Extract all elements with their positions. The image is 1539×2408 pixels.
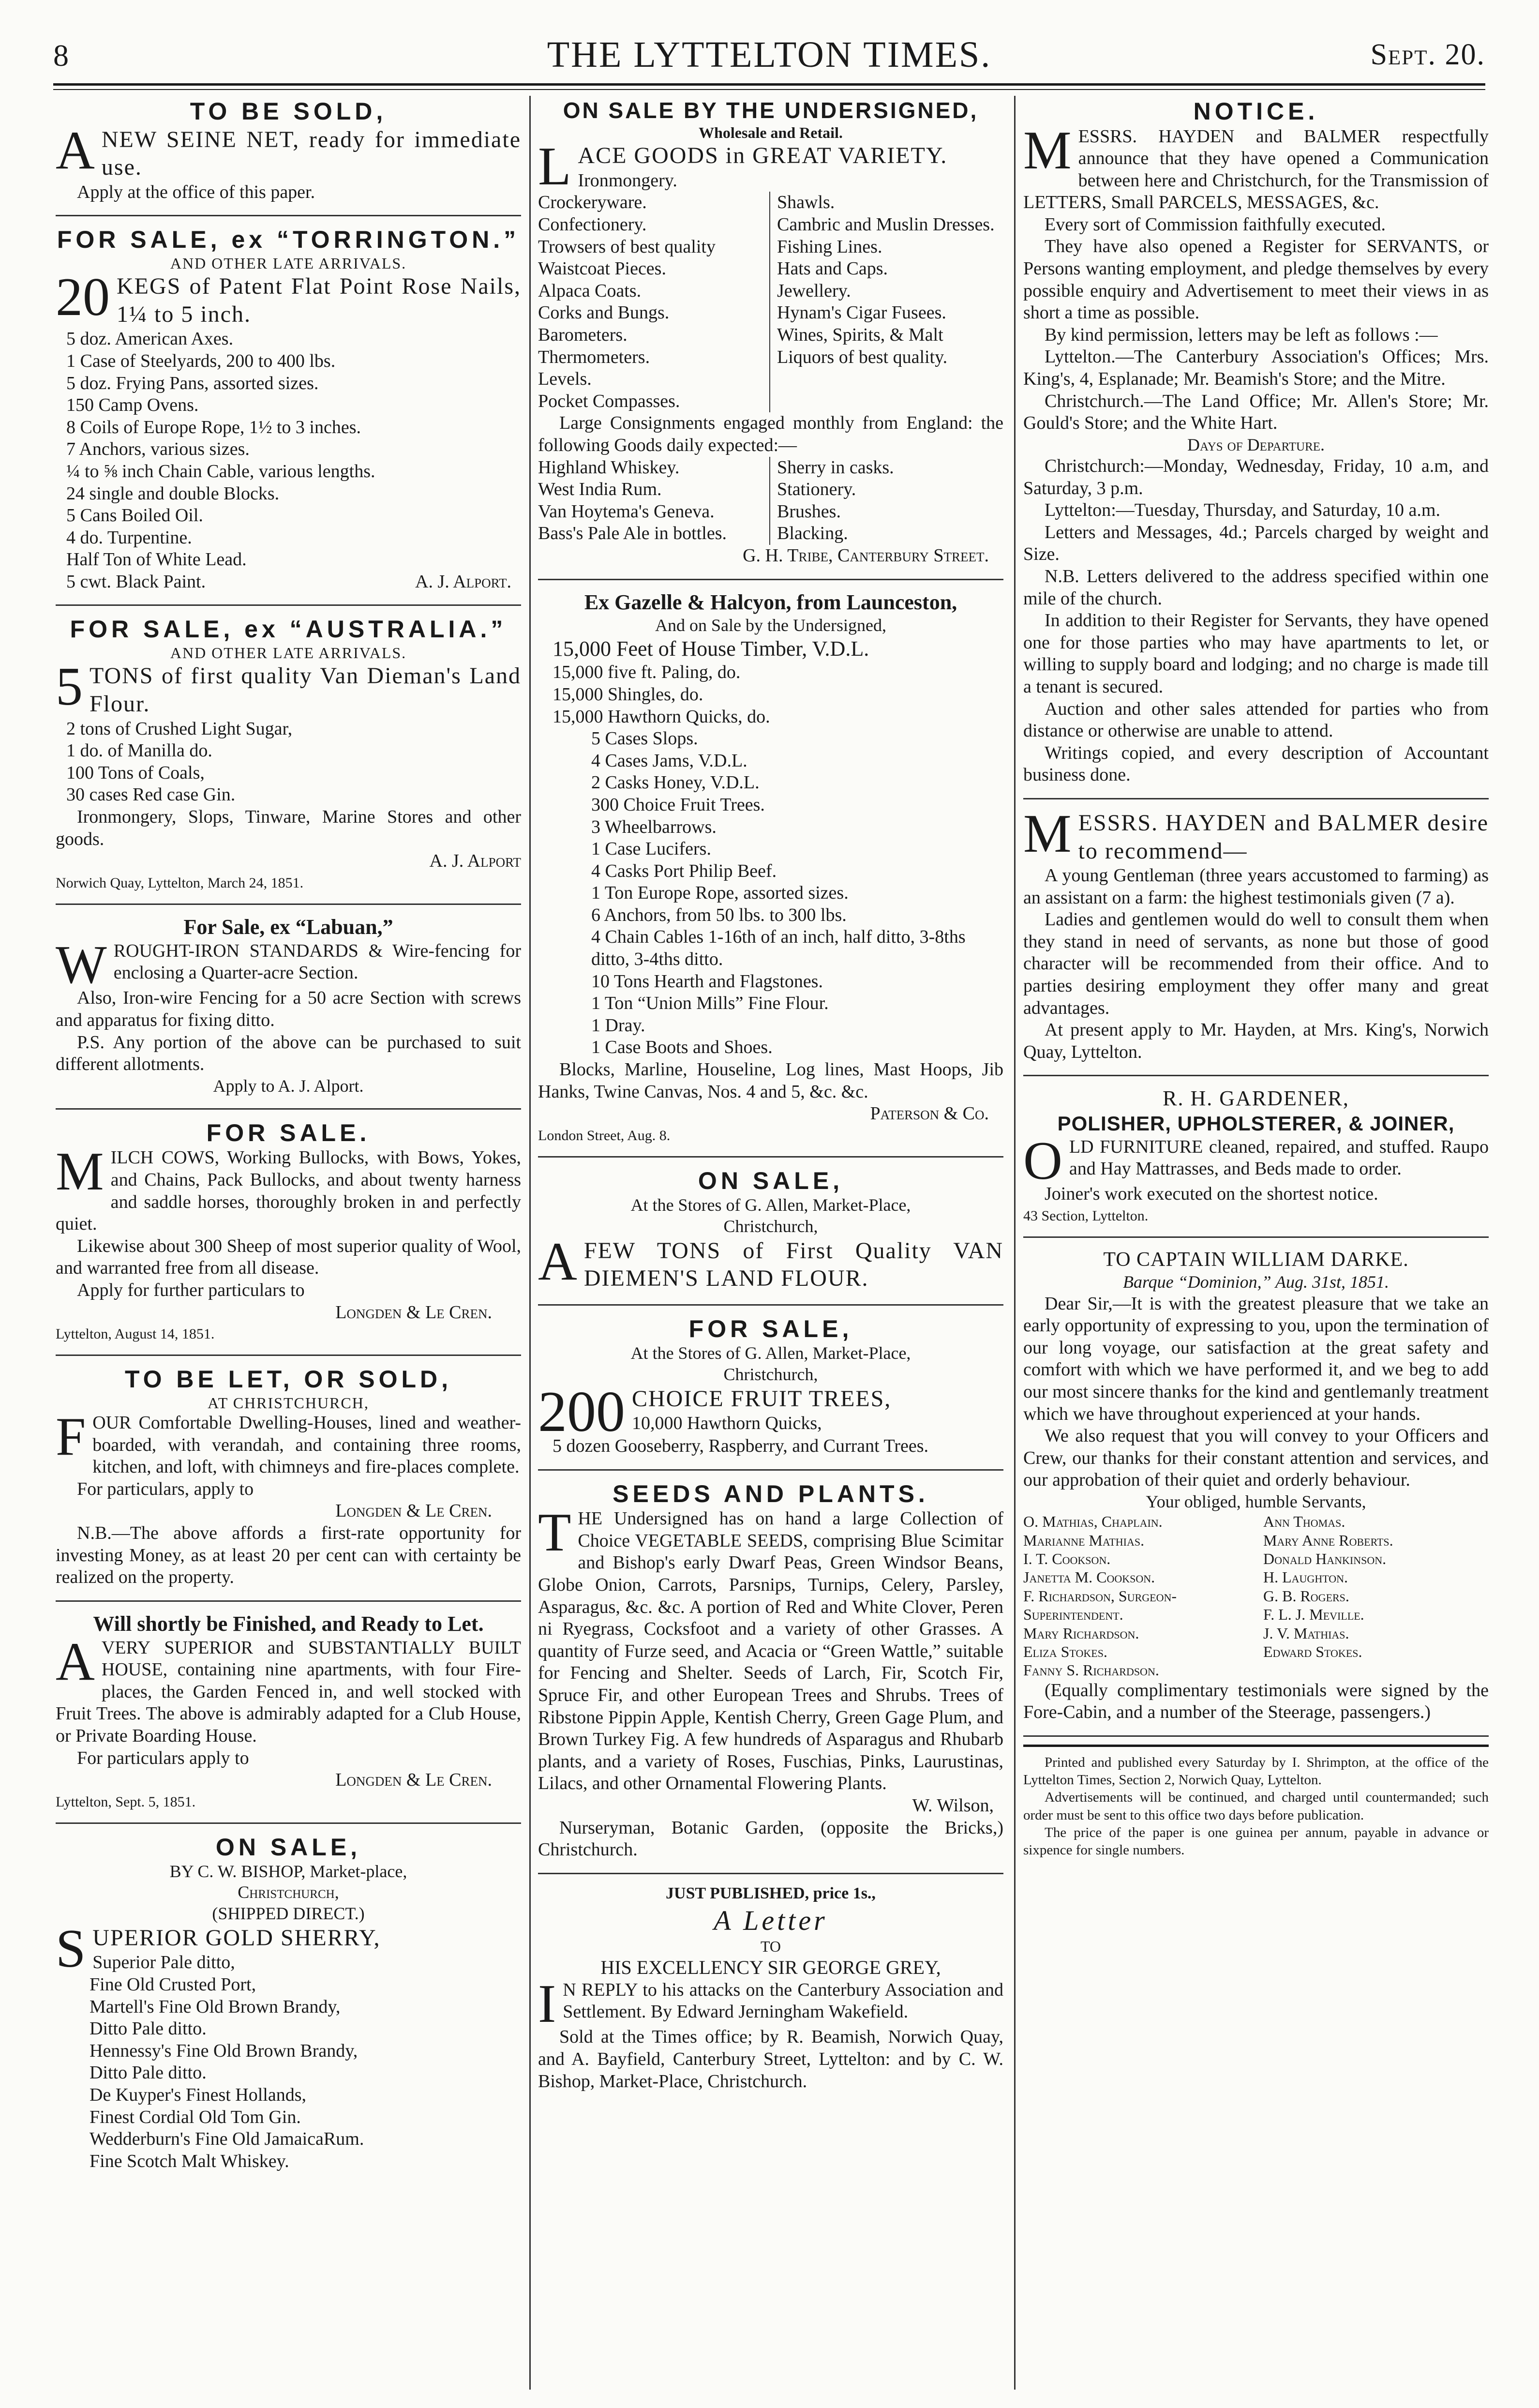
drop-cap: M (56, 1142, 104, 1202)
list-item: 5 Cases Slops. (591, 728, 698, 749)
ad-hayden-balmer-notice (1023, 96, 1489, 799)
ad-heading: ON SALE BY THE UNDERSIGNED, (563, 98, 979, 123)
list-item: Wedderburn's Fine Old JamaicaRum. (90, 2129, 364, 2150)
list-item: Corks and Bungs. (538, 302, 670, 323)
list-item: Superior Pale ditto, (92, 1952, 235, 1973)
imprint-line: Printed and published every Saturday by I. Shrimpton, at the office of the Lyttelton Times, Section 2, Norwich Quay, Lyttelton. (1023, 1754, 1489, 1788)
column-2 (538, 96, 1003, 2390)
ad-body: ROUGHT-IRON STANDARDS & Wire-fencing for enclosing a Quarter-acre Section. (113, 940, 521, 983)
ad-heading: TO CAPTAIN WILLIAM DARKE. (1103, 1249, 1409, 1271)
column-divider (1014, 96, 1016, 2390)
ad-body: FEW TONS of First Quality VAN DIEMEN'S LAND FLOUR. (583, 1237, 1003, 1292)
list-item: 2 Casks Honey, V.D.L. (591, 772, 760, 793)
list-item: Wines, Spirits, & Malt Liquors of best quality. (777, 325, 948, 367)
imprint-line: The price of the paper is one guinea per annum, payable in advance or sixpence for single numbers. (1023, 1824, 1489, 1858)
ad-paragraph: Nurseryman, Botanic Garden, (opposite the Bricks,) Christchurch. (538, 1817, 1003, 1860)
ad-paragraph: Sold at the Times office; by R. Beamish, Norwich Quay, and A. Bayfield, Canterbury Street, Lyttelton: and by C. W. Bishop, Market-Place, Christchurch. (538, 2027, 1003, 2092)
ad-heading: TO BE SOLD, (190, 98, 387, 125)
ad-allen-flour (538, 1165, 1003, 1306)
ad-dateline: Lyttelton, Sept. 5, 1851. (56, 1793, 196, 1810)
list-item: Hynam's Cigar Fusees. (777, 302, 946, 323)
ad-signature: A. J. Alport (429, 851, 521, 872)
ad-line: Ironmongery. (578, 170, 677, 191)
signatory: Marianne Mathias. (1023, 1531, 1145, 1549)
ad-subheading: And on Sale by the Undersigned, (655, 616, 886, 635)
ad-line: Apply at the office of this paper. (77, 181, 315, 202)
ad-signature: W. Wilson, (912, 1795, 994, 1816)
list-item: 1 Case of Steelyards, 200 to 400 lbs. (66, 350, 336, 371)
ad-signature: Longden & Le Cren. (335, 1302, 492, 1323)
signatory: H. Laughton. (1263, 1568, 1348, 1586)
ad-body: CHOICE FRUIT TREES, (632, 1385, 892, 1412)
ad-subheading: Days of Departure. (1187, 435, 1325, 454)
ad-line: TO (760, 1938, 781, 1956)
ad-dateline: 43 Section, Lyttelton. (1023, 1208, 1149, 1224)
list-item: 1 Dray. (591, 1015, 645, 1036)
column-divider (529, 96, 531, 2390)
drop-cap: F (56, 1407, 86, 1467)
ad-paragraph: We also request that you will convey to your Officers and Crew, our thanks for their constant attention and services, and our approbation of their quiet and orderly behaviour. (1023, 1426, 1489, 1490)
list-item: Fishing Lines. (777, 236, 882, 257)
ad-paragraph: Your obliged, humble Servants, (1146, 1491, 1366, 1511)
ad-paragraph: N.B.—The above affords a first-rate opportunity for investing Money, as at least 20 per cent can with certainty be realized on the property. (56, 1523, 521, 1588)
list-item: De Kuyper's Finest Hollands, (90, 2084, 307, 2105)
ad-signature: A. J. Alport. (415, 571, 511, 592)
ad-heading: Ex Gazelle & Halcyon, from Launceston, (584, 590, 957, 614)
signatory: J. V. Mathias. (1263, 1624, 1349, 1642)
ad-paragraph: Large Consignments engaged monthly from England: the following Goods daily expected:— (538, 413, 1003, 455)
list-item: 6 Anchors, from 50 lbs. to 300 lbs. (591, 904, 847, 925)
ad-heading: For Sale, ex “Labuan,” (183, 915, 393, 939)
list-item: Shawls. (777, 192, 835, 213)
ad-paragraph: Every sort of Commission faithfully executed. (1045, 214, 1386, 235)
list-item: 4 Cases Jams, V.D.L. (591, 750, 747, 771)
ad-gardener-upholsterer (1023, 1084, 1489, 1238)
issue-date: Sept. 20. (1370, 38, 1485, 71)
list-item: 15,000 Feet of House Timber, V.D.L. (553, 636, 869, 661)
drop-cap: A (56, 1631, 95, 1692)
list-item: Fine Scotch Malt Whiskey. (90, 2151, 289, 2171)
list-item: Hennessy's Fine Old Brown Brandy, (90, 2040, 358, 2061)
ad-paragraph: A young Gentleman (three years accustomed to farming) as an assistant on a farm: the highest testimonials given (7 a). (1023, 865, 1489, 908)
drop-cap: T (538, 1503, 571, 1563)
ad-paragraph: Ladies and gentlemen would do well to consult them when they stand in need of servants, as none but those of good character will be recommended from their office. And to parties desiring employment they offer many and great advantages. (1023, 909, 1489, 1018)
ad-heading: ON SALE, (215, 1833, 361, 1861)
ad-paragraph: Auction and other sales attended for parties who from distance or otherwise are unable to attend. (1023, 698, 1489, 741)
signatory: Mary Richardson. (1023, 1624, 1139, 1642)
ad-body: ESSRS. HAYDEN and BALMER desire to recommend— (1078, 810, 1489, 864)
ad-paragraph: Letters and Messages, 4d.; Parcels charged by weight and Size. (1023, 522, 1489, 565)
ad-heading: SEEDS AND PLANTS. (613, 1480, 929, 1507)
imprint-line: Advertisements will be continued, and charged until countermanded; such order must be sent to this office two days before publication. (1023, 1790, 1489, 1823)
list-item: Trowsers of best quality (538, 236, 716, 257)
ad-paragraph: Writings copied, and every description of Accountant business done. (1023, 742, 1489, 785)
ad-heading: R. H. GARDENER, (1163, 1086, 1349, 1111)
newspaper-title: THE LYTTELTON TIMES. (547, 34, 992, 75)
list-item: Ditto Pale ditto. (90, 2018, 207, 2039)
imprint-footer (1023, 1745, 1489, 1859)
ad-hayden-balmer-recommend (1023, 803, 1489, 1077)
list-item: Confectionery. (538, 214, 647, 235)
ad-subheading: BY C. W. BISHOP, Market-place, (169, 1862, 407, 1881)
ad-paragraph: They have also opened a Register for SERVANTS, or Persons wanting employment, and pledge themselves by every possible enquiry and Advertisement to meet their views in as short a time as possible. (1023, 236, 1489, 323)
list-item: Barometers. (538, 325, 628, 346)
ad-body: UPERIOR GOLD SHERRY, (92, 1925, 381, 1951)
ad-subheading: (SHIPPED DIRECT.) (212, 1903, 365, 1923)
ad-heading: JUST PUBLISHED, price 1s., (666, 1884, 876, 1902)
ad-heading: NOTICE. (1193, 98, 1319, 125)
signatory: Fanny S. Richardson. (1023, 1661, 1159, 1679)
ad-signature: Longden & Le Cren. (335, 1501, 492, 1521)
list-item: 1 Case Lucifers. (591, 839, 711, 859)
list-item: 5 Cans Boiled Oil. (66, 505, 203, 526)
ad-gazelle-halcyon (538, 588, 1003, 1158)
signatory: Eliza Stokes. (1023, 1642, 1107, 1660)
ad-heading: FOR SALE, ex “TORRINGTON.” (57, 226, 520, 254)
list-item: 1 Ton “Union Mills” Fine Flour. (591, 993, 829, 1014)
ad-paragraph: Lyttelton.—The Canterbury Association's Offices; Mrs. King's, 4, Esplanade; Mr. Beamish's Store; and the Mitre. (1023, 346, 1489, 390)
ad-milch-cows (56, 1117, 521, 1356)
publication-title: A Letter (714, 1904, 828, 1936)
drop-cap: S (56, 1918, 86, 1979)
ad-signature: G. H. Tribe, Canterbury Street. (743, 545, 989, 566)
list-item: 100 Tons of Coals, (66, 762, 205, 783)
list-item: 30 cases Red case Gin. (66, 784, 236, 805)
list-item: 5 doz. American Axes. (66, 329, 234, 349)
ad-dateline: Norwich Quay, Lyttelton, March 24, 1851. (56, 874, 304, 891)
list-item: Cambric and Muslin Dresses. (777, 214, 995, 235)
ad-body: ACE GOODS in GREAT VARIETY. (578, 143, 948, 169)
ad-paragraph: In addition to their Register for Servants, they have opened one for those parties who may have apartments to let, or willing to supply board and lodging; and no charge is made till a tenant is secured. (1023, 610, 1489, 697)
list-item: Ditto Pale ditto. (90, 2062, 207, 2083)
page-number: 8 (53, 38, 69, 73)
list-item: 5 cwt. Black Paint. (66, 571, 206, 592)
ad-signature: Paterson & Co. (870, 1103, 989, 1124)
list-item: Bass's Pale Ale in bottles. (538, 523, 727, 544)
ad-subheading: Christchurch, (723, 1216, 818, 1236)
masthead-rule (53, 83, 1485, 90)
ad-body: N REPLY to his attacks on the Canterbury Association and Settlement. By Edward Jerningham Wakefield. (563, 1979, 1003, 2022)
ad-paragraph: Joiner's work executed on the shortest notice. (1045, 1184, 1378, 1204)
signatory: G. B. Rogers. (1263, 1587, 1349, 1605)
ad-body: HE Undersigned has on hand a large Collection of Choice VEGETABLE SEEDS, comprising Blue Scimitar and Bishop's early Dwarf Peas, Green Windsor Beans, Globe Onion, Carrots, Parsnips, Turnips, Celery, Parsley, Asparagus, &c. &c. A portion of Red and White Clover, Peren ni Ryegrass, Cocksfoot and a variety of other Grasses. A quantity of Furze seed, and Acacia or “Green Wattle,” suitable for Fencing and Shelter. Seeds of Larch, Fir, Scotch Fir, Spruce Fir, and other European Trees and Shrubs. Trees of Ribstone Pippin Apple, Kentish Cherry, Green Gage Plum, and Brown Turkey Fig. A few hundreds of Asparagus and Rhubarb plants, and a variety of Roses, Fuschias, Pinks, Laurustinas, Lilacs, and other Ornamental Flowering Plants. (538, 1508, 1003, 1794)
ad-paragraph: By kind permission, letters may be left as follows :— (1045, 324, 1438, 345)
ad-heading: ON SALE, (698, 1167, 844, 1194)
list-item: Thermometers. (538, 346, 650, 367)
ad-seeds-and-plants (538, 1478, 1003, 1874)
ad-superior-house (56, 1610, 521, 1824)
list-item: Van Hoytema's Geneva. (538, 501, 715, 522)
signatory: O. Mathias, Chaplain. (1023, 1513, 1163, 1531)
list-item: ¼ to ⅝ inch Chain Cable, various lengths. (66, 461, 375, 482)
drop-cap: I (538, 1973, 556, 2034)
ad-line: 5 dozen Gooseberry, Raspberry, and Currant Trees. (553, 1436, 929, 1457)
drop-cap: 200 (538, 1379, 625, 1444)
drop-cap: L (538, 136, 571, 197)
ad-australia (56, 614, 521, 904)
drop-cap: 5 (56, 657, 83, 717)
ad-paragraph: N.B. Letters delivered to the address specified within one mile of the church. (1023, 566, 1489, 609)
list-item: Martell's Fine Old Brown Brandy, (90, 1996, 341, 2017)
ad-torrington (56, 224, 521, 606)
ad-subheading: POLISHER, UPHOLSTERER, & JOINER, (1057, 1112, 1455, 1135)
list-item: Crockeryware. (538, 192, 647, 213)
drop-cap: 20 (56, 267, 110, 328)
list-item: Finest Cordial Old Tom Gin. (90, 2107, 301, 2127)
ad-paragraph: Christchurch:—Monday, Wednesday, Friday, 10 a.m, and Saturday, 3 p.m. (1023, 456, 1489, 498)
list-item: Stationery. (777, 479, 856, 500)
list-item: 300 Choice Fruit Trees. (591, 794, 765, 815)
drop-cap: A (538, 1231, 577, 1292)
list-item: Sherry in casks. (777, 457, 894, 478)
ad-subheading: At the Stores of G. Allen, Market-Place, (630, 1195, 911, 1215)
ad-line: 10,000 Hawthorn Quicks, (632, 1413, 822, 1434)
column-3 (1023, 96, 1489, 2390)
ad-bishop-wines (56, 1832, 521, 2184)
ad-subheading: Wholesale and Retail. (699, 123, 843, 141)
ad-heading: TO BE LET, OR SOLD, (124, 1366, 452, 1393)
list-item: 2 tons of Crushed Light Sugar, (66, 718, 293, 739)
signatory: Edward Stokes. (1263, 1642, 1362, 1660)
ad-paragraph: (Equally complimentary testimonials were signed by the Fore-Cabin, and a number of the Steerage, passengers.) (1023, 1680, 1489, 1723)
list-item: 5 doz. Frying Pans, assorted sizes. (66, 373, 319, 393)
ad-paragraph: Ironmongery, Slops, Tinware, Marine Stores and other goods. (56, 806, 521, 849)
ad-tribe-goods (538, 96, 1003, 580)
ad-paragraph: Likewise about 300 Sheep of most superior quality of Wool, and warranted free from all disease. (56, 1235, 521, 1279)
drop-cap: M (1023, 803, 1072, 864)
list-item: West India Rum. (538, 479, 662, 500)
ad-body: ILCH COWS, Working Bullocks, with Bows, Yokes, and Chains, Pack Bullocks, and about twenty harness and saddle horses, thoroughly broken in and perfectly quiet. (56, 1147, 521, 1234)
ad-captain-darke (1023, 1246, 1489, 1737)
ad-paragraph: Also, Iron-wire Fencing for a 50 acre Section with screws and apparatus for fixing ditto. (56, 988, 521, 1030)
list-item: 4 do. Turpentine. (66, 527, 192, 548)
drop-cap: W (56, 934, 107, 995)
list-item: 4 Casks Port Philip Beef. (591, 860, 777, 881)
list-item: 1 Ton Europe Rope, assorted sizes. (591, 883, 849, 903)
list-item: 15,000 Shingles, do. (553, 684, 703, 705)
ad-heading: Will shortly be Finished, and Ready to Let. (93, 1611, 484, 1636)
list-item: Pocket Compasses. (538, 391, 680, 411)
ad-paragraph: Apply for further particulars to (77, 1279, 305, 1300)
ad-paragraph: Lyttelton:—Tuesday, Thursday, and Saturday, 10 a.m. (1045, 500, 1440, 521)
ad-paragraph: For particulars apply to (77, 1747, 249, 1768)
list-item: Alpaca Coats. (538, 280, 642, 301)
list-item: 3 Wheelbarrows. (591, 816, 717, 837)
signatory: F. L. J. Meville. (1263, 1606, 1364, 1624)
drop-cap: O (1023, 1130, 1062, 1191)
signatory: Mary Anne Roberts. (1263, 1531, 1393, 1549)
ad-paragraph: P.S. Any portion of the above can be purchased to suit different allotments. (56, 1032, 521, 1075)
ad-paragraph: For particulars, apply to (77, 1478, 254, 1499)
ad-letter-publication (538, 1882, 1003, 2104)
list-item: Brushes. (777, 501, 841, 522)
signatory: Donald Hankinson. (1263, 1550, 1387, 1567)
ad-subheading: AND OTHER LATE ARRIVALS. (170, 644, 407, 662)
ad-heading: FOR SALE, (688, 1315, 853, 1342)
ad-subheading: Christchurch, (723, 1364, 818, 1384)
list-item: Blacking. (777, 523, 848, 544)
ad-labuan (56, 913, 521, 1110)
list-item: Half Ton of White Lead. (66, 549, 247, 570)
ad-body: NEW SEINE NET, ready for immediate use. (101, 126, 521, 181)
list-item: 4 Chain Cables 1-16th of an inch, half ditto, 3-8ths ditto, 3-4ths ditto. (591, 927, 966, 970)
list-item: 24 single and double Blocks. (66, 483, 280, 504)
ad-body: KEGS of Patent Flat Point Rose Nails, 1¼ to 5 inch. (117, 273, 521, 327)
ad-subheading: Barque “Dominion,” Aug. 31st, 1851. (1122, 1272, 1390, 1292)
list-item: 1 do. of Manilla do. (66, 740, 212, 761)
ad-dateline: London Street, Aug. 8. (538, 1127, 671, 1144)
ad-subheading: Christchurch, (238, 1882, 339, 1902)
ad-body: OUR Comfortable Dwelling-Houses, lined and weather-boarded, with verandah, and containing three rooms, kitchen, and loft, with chimneys and fire-places complete. (92, 1413, 521, 1477)
list-item: Hats and Caps. (777, 258, 888, 279)
ad-body: VERY SUPERIOR and SUBSTANTIALLY BUILT HOUSE, containing nine apartments, with four Fire-places, the Garden Fenced in, and well stocked with Fruit Trees. The above is admirably adapted for a Club House, or Private Boarding House. (56, 1637, 521, 1746)
masthead (53, 34, 1485, 82)
ad-paragraph: Dear Sir,—It is with the greatest pleasure that we take an early opportunity of expressing to you, upon the termination of our long voyage, our satisfaction at the great safety and comfort with which we have performed it, and we beg to add our most sincere thanks for the kind and gentlemanly treatment which we have throughout experienced at your hands. (1023, 1293, 1489, 1424)
list-item: Waistcoat Pieces. (538, 258, 666, 279)
ad-heading: FOR SALE, ex “AUSTRALIA.” (70, 616, 507, 643)
list-item: 15,000 five ft. Paling, do. (553, 662, 741, 683)
ad-subheading: AND OTHER LATE ARRIVALS. (170, 254, 407, 272)
ad-dateline: Lyttelton, August 14, 1851. (56, 1326, 215, 1342)
ad-body: LD FURNITURE cleaned, repaired, and stuffed. Raupo and Hay Mattrasses, and Beds made to order. (1069, 1136, 1489, 1179)
list-item: 7 Anchors, various sizes. (66, 439, 250, 460)
ad-subheading: At the Stores of G. Allen, Market-Place, (630, 1343, 911, 1363)
ad-seine-net (56, 96, 521, 216)
ad-paragraph: Christchurch.—The Land Office; Mr. Allen's Store; Mr. Gould's Store; and the White Hart. (1023, 391, 1489, 434)
ad-allen-fruit-trees (538, 1313, 1003, 1471)
ad-body: TONS of first quality Van Dieman's Land Flour. (90, 663, 521, 717)
signatory: Ann Thomas. (1263, 1513, 1345, 1531)
ad-to-let-christchurch (56, 1364, 521, 1602)
list-item: Levels. (538, 369, 592, 390)
list-item: Highland Whiskey. (538, 457, 680, 478)
list-item: Fine Old Crusted Port, (90, 1974, 256, 1995)
ad-paragraph: Blocks, Marline, Houseline, Log lines, Mast Hoops, Jib Hanks, Twine Canvas, Nos. 4 and 5, &c. &c. (538, 1059, 1003, 1102)
signatory: Janetta M. Cookson. (1023, 1568, 1155, 1586)
list-item: 150 Camp Ovens. (66, 395, 199, 416)
ad-body: ESSRS. HAYDEN and BALMER respectfully announce that they have opened a Communication between here and Christchurch, for the Transmission of LETTERS, Small PARCELS, MESSAGES, &c. (1023, 126, 1489, 213)
signatory: F. Richardson, Surgeon-Superintendent. (1023, 1587, 1177, 1624)
list-item: Jewellery. (777, 280, 851, 301)
ad-paragraph: Apply to A. J. Alport. (213, 1076, 364, 1096)
drop-cap: M (1023, 120, 1072, 181)
list-item: 8 Coils of Europe Rope, 1½ to 3 inches. (66, 417, 361, 437)
list-item: 15,000 Hawthorn Quicks, do. (553, 706, 770, 727)
ad-signature: Longden & Le Cren. (335, 1770, 492, 1791)
ad-subheading: HIS EXCELLENCY SIR GEORGE GREY, (600, 1956, 941, 1978)
list-item: 10 Tons Hearth and Flagstones. (591, 971, 823, 992)
ad-paragraph: At present apply to Mr. Hayden, at Mrs. King's, Norwich Quay, Lyttelton. (1023, 1020, 1489, 1062)
column-1 (56, 96, 521, 2390)
signatory: I. T. Cookson. (1023, 1550, 1111, 1567)
drop-cap: A (56, 120, 95, 181)
ad-subheading: AT CHRISTCHURCH, (208, 1394, 369, 1412)
ad-heading: FOR SALE. (206, 1119, 371, 1146)
list-item: 1 Case Boots and Shoes. (591, 1037, 773, 1058)
